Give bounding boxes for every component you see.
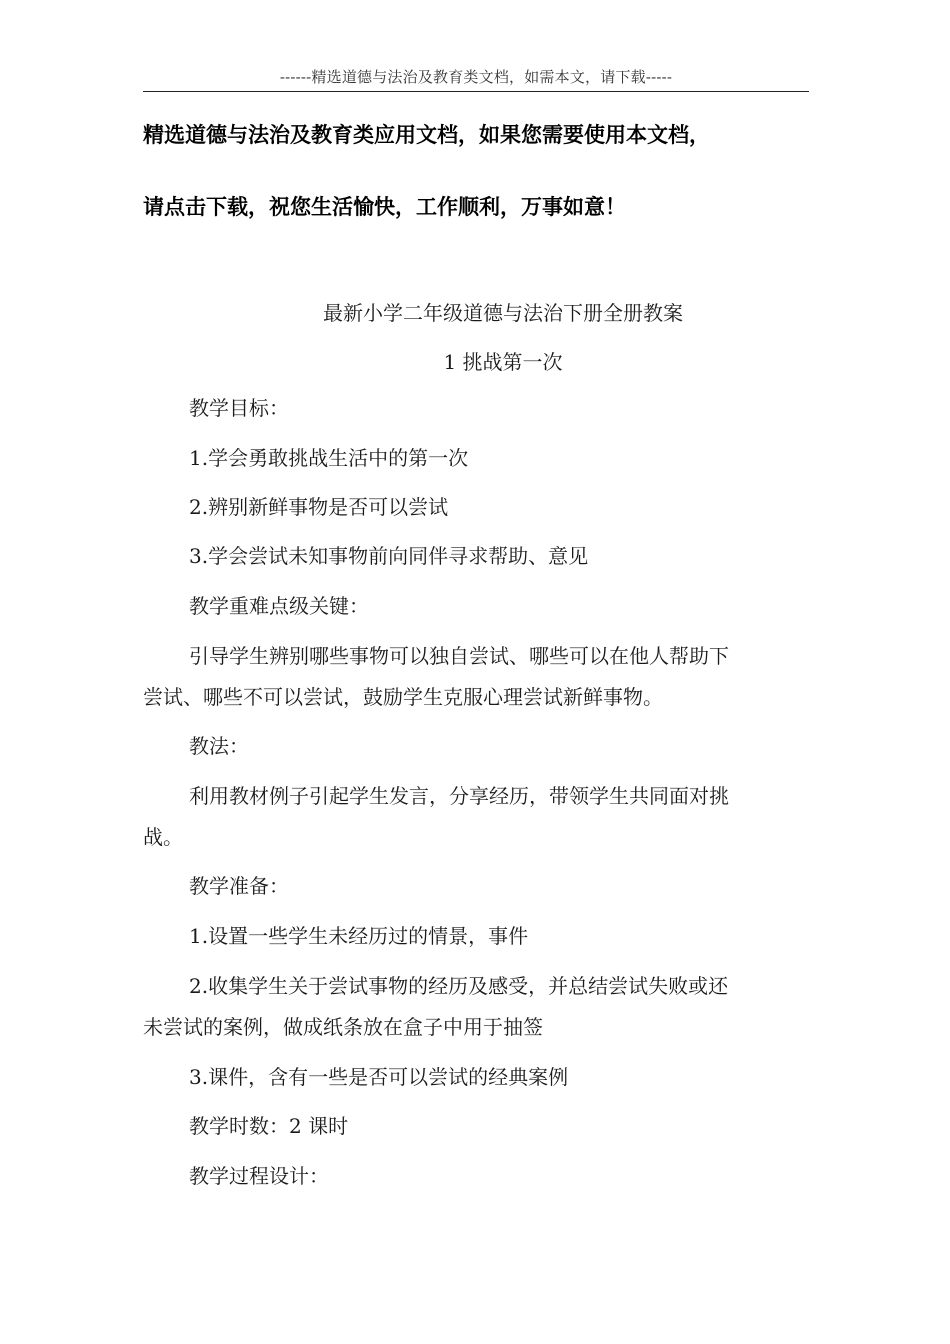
teaching-hours: 教学时数：2 课时 — [189, 1114, 349, 1138]
objective-item: 1.学会勇敢挑战生活中的第一次 — [189, 446, 469, 470]
keypoints-text-line-1: 引导学生辨别哪些事物可以独自尝试、哪些可以在他人帮助下 — [189, 644, 729, 668]
keypoints-text-line-2: 尝试、哪些不可以尝试，鼓励学生克服心理尝试新鲜事物。 — [143, 685, 663, 709]
header-divider — [143, 91, 809, 92]
promo-line-1: 精选道德与法治及教育类应用文档，如果您需要使用本文档， — [143, 123, 710, 147]
prep-item-line-2: 未尝试的案例，做成纸条放在盒子中用于抽签 — [143, 1015, 543, 1039]
lesson-title: 1 挑战第一次 — [443, 350, 563, 374]
keypoints-heading: 教学重难点级关键： — [189, 594, 369, 618]
objectives-heading: 教学目标： — [189, 396, 289, 420]
method-heading: 教法： — [189, 734, 249, 758]
method-text-line-2: 战。 — [143, 825, 183, 849]
objective-item: 2.辨别新鲜事物是否可以尝试 — [189, 495, 449, 519]
method-text-line-1: 利用教材例子引起学生发言，分享经历，带领学生共同面对挑 — [189, 784, 729, 808]
page-header: ------精选道德与法治及教育类文档，如需本文，请下载----- — [279, 68, 673, 86]
prep-heading: 教学准备： — [189, 874, 289, 898]
document-title: 最新小学二年级道德与法治下册全册教案 — [323, 301, 683, 325]
objective-item: 3.学会尝试未知事物前向同伴寻求帮助、意见 — [189, 544, 589, 568]
prep-item: 3.课件，含有一些是否可以尝试的经典案例 — [189, 1065, 569, 1089]
prep-item: 1.设置一些学生未经历过的情景，事件 — [189, 924, 529, 948]
process-heading: 教学过程设计： — [189, 1164, 329, 1188]
promo-line-2: 请点击下载，祝您生活愉快，工作顺利，万事如意！ — [143, 195, 626, 219]
prep-item-line-1: 2.收集学生关于尝试事物的经历及感受，并总结尝试失败或还 — [189, 974, 729, 998]
